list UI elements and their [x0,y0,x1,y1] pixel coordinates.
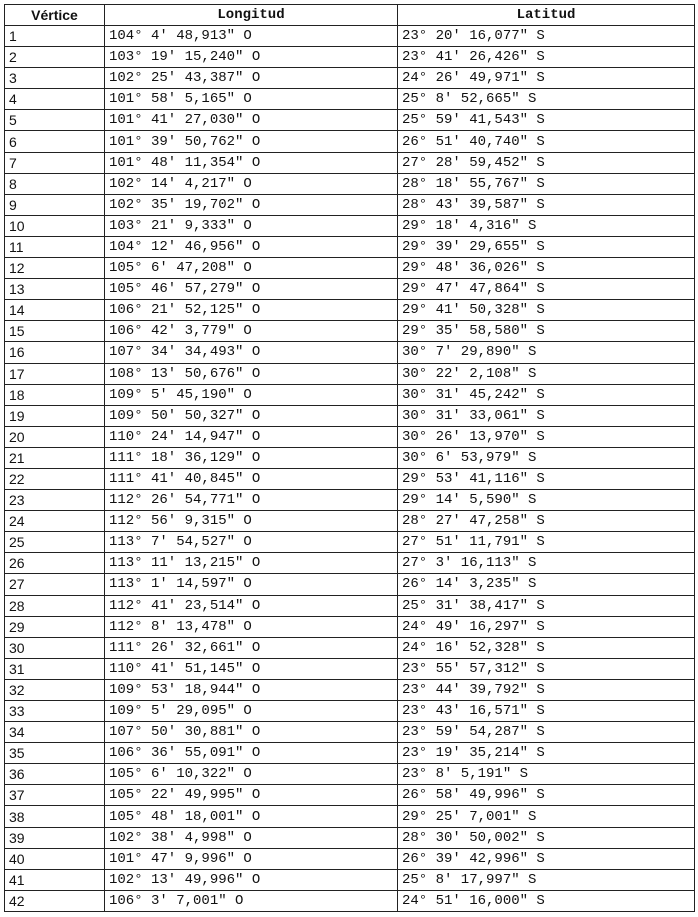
latitude-cell: 23° 19' 35,214" S [398,743,695,764]
vertex-cell: 2 [5,47,105,68]
vertex-cell: 3 [5,68,105,89]
vertex-cell: 37 [5,785,105,806]
longitude-cell: 113° 7' 54,527" O [105,532,398,553]
table-row [5,637,695,658]
vertex-cell: 5 [5,110,105,131]
longitude-cell: 102° 13' 49,996" O [105,869,398,890]
latitude-cell: 23° 41' 26,426" S [398,47,695,68]
table-row [5,553,695,574]
longitude-cell: 106° 21' 52,125" O [105,300,398,321]
vertex-cell: 1 [5,26,105,47]
latitude-cell: 23° 20' 16,077" S [398,26,695,47]
vertex-cell: 31 [5,658,105,679]
table-row [5,426,695,447]
vertex-cell: 34 [5,722,105,743]
longitude-cell: 109° 5' 45,190" O [105,384,398,405]
table-row [5,595,695,616]
longitude-cell: 112° 56' 9,315" O [105,511,398,532]
longitude-cell: 105° 48' 18,001" O [105,806,398,827]
vertex-cell: 17 [5,363,105,384]
table-row [5,574,695,595]
vertex-cell: 38 [5,806,105,827]
table-row [5,342,695,363]
vertex-cell: 16 [5,342,105,363]
vertex-cell: 39 [5,827,105,848]
longitude-cell: 102° 35' 19,702" O [105,194,398,215]
longitude-cell: 111° 18' 36,129" O [105,447,398,468]
latitude-cell: 30° 22' 2,108" S [398,363,695,384]
latitude-cell: 28° 18' 55,767" S [398,173,695,194]
longitude-cell: 101° 39' 50,762" O [105,131,398,152]
longitude-cell: 111° 41' 40,845" O [105,468,398,489]
latitude-cell: 25° 59' 41,543" S [398,110,695,131]
longitude-cell: 103° 19' 15,240" O [105,47,398,68]
longitude-cell: 107° 50' 30,881" O [105,722,398,743]
latitude-cell: 24° 26' 49,971" S [398,68,695,89]
latitude-cell: 29° 39' 29,655" S [398,236,695,257]
table-row [5,616,695,637]
latitude-cell: 30° 31' 45,242" S [398,384,695,405]
longitude-cell: 102° 14' 4,217" O [105,173,398,194]
vertex-cell: 36 [5,764,105,785]
latitude-cell: 24° 51' 16,000" S [398,890,695,911]
latitude-cell: 24° 16' 52,328" S [398,637,695,658]
table-row [5,658,695,679]
vertex-cell: 14 [5,300,105,321]
latitude-cell: 29° 14' 5,590" S [398,490,695,511]
table-row [5,764,695,785]
longitude-cell: 112° 26' 54,771" O [105,490,398,511]
longitude-cell: 105° 46' 57,279" O [105,279,398,300]
latitude-cell: 24° 49' 16,297" S [398,616,695,637]
latitude-cell: 23° 55' 57,312" S [398,658,695,679]
longitude-cell: 101° 58' 5,165" O [105,89,398,110]
vertex-cell: 9 [5,194,105,215]
latitude-cell: 23° 59' 54,287" S [398,722,695,743]
vertex-cell: 4 [5,89,105,110]
longitude-cell: 109° 50' 50,327" O [105,405,398,426]
vertex-cell: 18 [5,384,105,405]
table-row [5,806,695,827]
latitude-cell: 26° 58' 49,996" S [398,785,695,806]
vertex-cell: 35 [5,743,105,764]
vertex-cell: 21 [5,447,105,468]
vertex-cell: 11 [5,236,105,257]
table-row [5,405,695,426]
table-row [5,890,695,911]
vertex-cell: 30 [5,637,105,658]
table-row [5,743,695,764]
table-row [5,679,695,700]
longitude-cell: 107° 34' 34,493" O [105,342,398,363]
header-row [5,5,695,26]
vertex-cell: 22 [5,468,105,489]
vertex-cell: 28 [5,595,105,616]
vertex-cell: 24 [5,511,105,532]
table-row [5,447,695,468]
latitude-cell: 23° 8' 5,191" S [398,764,695,785]
latitude-cell: 29° 25' 7,001" S [398,806,695,827]
vertex-cell: 27 [5,574,105,595]
table-row [5,321,695,342]
longitude-cell: 105° 6' 47,208" O [105,258,398,279]
vertex-cell: 20 [5,426,105,447]
header-latitude: Latitud [398,5,695,26]
table-row [5,363,695,384]
latitude-cell: 26° 51' 40,740" S [398,131,695,152]
table-row [5,722,695,743]
vertex-cell: 40 [5,848,105,869]
table-row [5,215,695,236]
latitude-cell: 26° 39' 42,996" S [398,848,695,869]
latitude-cell: 26° 14' 3,235" S [398,574,695,595]
table-row [5,869,695,890]
longitude-cell: 106° 36' 55,091" O [105,743,398,764]
longitude-cell: 105° 6' 10,322" O [105,764,398,785]
longitude-cell: 106° 3' 7,001" O [105,890,398,911]
header-vertex: Vértice [5,5,105,26]
vertex-cell: 32 [5,679,105,700]
table-row [5,279,695,300]
latitude-cell: 29° 53' 41,116" S [398,468,695,489]
table-row [5,173,695,194]
vertex-cell: 26 [5,553,105,574]
longitude-cell: 104° 4' 48,913" O [105,26,398,47]
latitude-cell: 23° 44' 39,792" S [398,679,695,700]
vertex-cell: 25 [5,532,105,553]
table-row [5,68,695,89]
longitude-cell: 101° 48' 11,354" O [105,152,398,173]
longitude-cell: 101° 47' 9,996" O [105,848,398,869]
longitude-cell: 112° 41' 23,514" O [105,595,398,616]
latitude-cell: 30° 6' 53,979" S [398,447,695,468]
header-longitude: Longitud [105,5,398,26]
latitude-cell: 30° 7' 29,890" S [398,342,695,363]
latitude-cell: 29° 47' 47,864" S [398,279,695,300]
latitude-cell: 28° 43' 39,587" S [398,194,695,215]
table-row [5,701,695,722]
longitude-cell: 111° 26' 32,661" O [105,637,398,658]
table-row [5,89,695,110]
longitude-cell: 110° 24' 14,947" O [105,426,398,447]
latitude-cell: 25° 8' 17,997" S [398,869,695,890]
vertex-cell: 8 [5,173,105,194]
latitude-cell: 29° 41' 50,328" S [398,300,695,321]
longitude-cell: 102° 25' 43,387" O [105,68,398,89]
vertex-cell: 12 [5,258,105,279]
table-row [5,785,695,806]
latitude-cell: 28° 27' 47,258" S [398,511,695,532]
table-row [5,511,695,532]
latitude-cell: 29° 35' 58,580" S [398,321,695,342]
latitude-cell: 30° 26' 13,970" S [398,426,695,447]
table-row [5,110,695,131]
latitude-cell: 27° 3' 16,113" S [398,553,695,574]
latitude-cell: 27° 28' 59,452" S [398,152,695,173]
longitude-cell: 108° 13' 50,676" O [105,363,398,384]
longitude-cell: 113° 11' 13,215" O [105,553,398,574]
table-row [5,131,695,152]
latitude-cell: 25° 31' 38,417" S [398,595,695,616]
latitude-cell: 23° 43' 16,571" S [398,701,695,722]
latitude-cell: 30° 31' 33,061" S [398,405,695,426]
table-row [5,848,695,869]
table-row [5,26,695,47]
vertex-cell: 6 [5,131,105,152]
latitude-cell: 29° 18' 4,316" S [398,215,695,236]
longitude-cell: 104° 12' 46,956" O [105,236,398,257]
latitude-cell: 25° 8' 52,665" S [398,89,695,110]
coordinates-table [4,4,695,912]
table-row [5,490,695,511]
longitude-cell: 109° 53' 18,944" O [105,679,398,700]
longitude-cell: 101° 41' 27,030" O [105,110,398,131]
table-row [5,532,695,553]
vertex-cell: 29 [5,616,105,637]
latitude-cell: 27° 51' 11,791" S [398,532,695,553]
vertex-cell: 15 [5,321,105,342]
longitude-cell: 109° 5' 29,095" O [105,701,398,722]
vertex-cell: 33 [5,701,105,722]
vertex-cell: 41 [5,869,105,890]
table-row [5,300,695,321]
latitude-cell: 29° 48' 36,026" S [398,258,695,279]
vertex-cell: 42 [5,890,105,911]
longitude-cell: 106° 42' 3,779" O [105,321,398,342]
table-row [5,384,695,405]
table-row [5,468,695,489]
table-row [5,47,695,68]
longitude-cell: 103° 21' 9,333" O [105,215,398,236]
vertex-cell: 13 [5,279,105,300]
longitude-cell: 105° 22' 49,995" O [105,785,398,806]
vertex-cell: 7 [5,152,105,173]
table-row [5,258,695,279]
table-row [5,236,695,257]
longitude-cell: 102° 38' 4,998" O [105,827,398,848]
longitude-cell: 110° 41' 51,145" O [105,658,398,679]
vertex-cell: 19 [5,405,105,426]
vertex-cell: 10 [5,215,105,236]
table-row [5,152,695,173]
longitude-cell: 113° 1' 14,597" O [105,574,398,595]
table-row [5,827,695,848]
vertex-cell: 23 [5,490,105,511]
latitude-cell: 28° 30' 50,002" S [398,827,695,848]
table-row [5,194,695,215]
longitude-cell: 112° 8' 13,478" O [105,616,398,637]
